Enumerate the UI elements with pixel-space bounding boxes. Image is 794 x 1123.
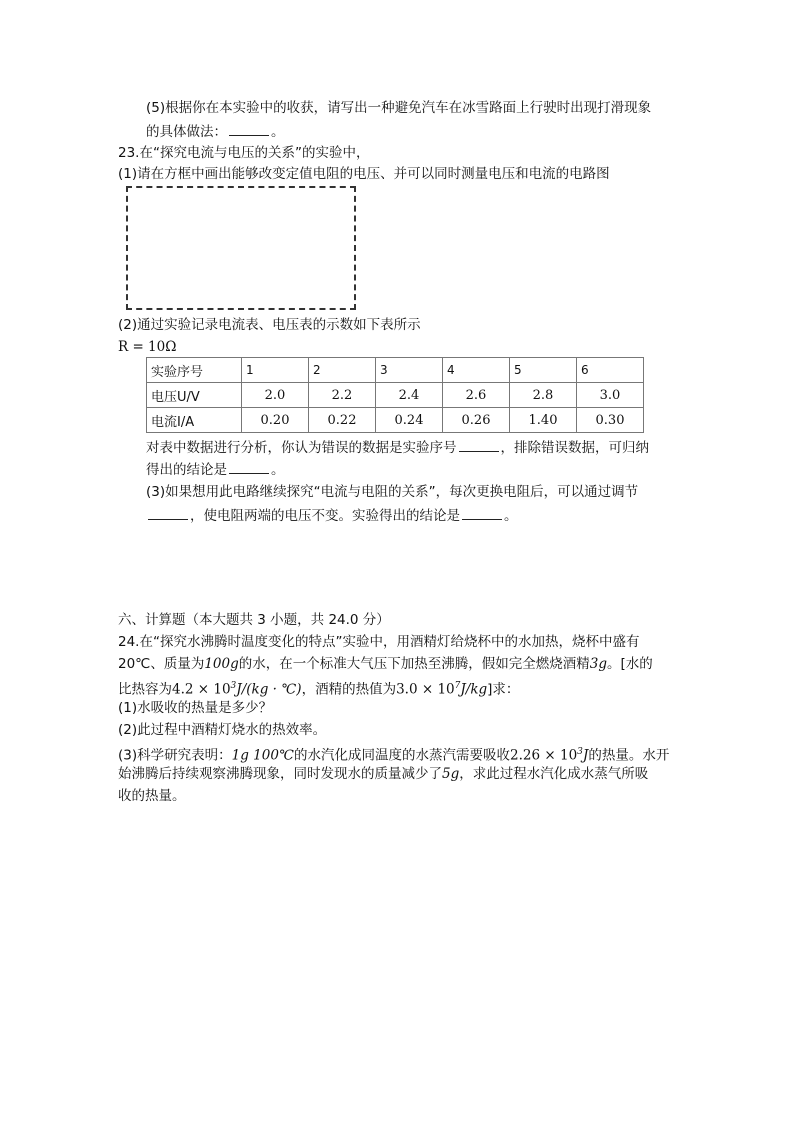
- answer-blank[interactable]: [148, 505, 188, 520]
- q24-text: 的水汽化成同温度的水蒸汽需要吸收: [294, 747, 511, 764]
- heat-value: 3.0 × 10: [396, 681, 455, 698]
- q24-text: 的水，在一个标准大气压下加热至沸腾，假如完全燃烧酒精: [238, 656, 590, 672]
- analysis-text: ，排除错误数据，可归纳: [500, 440, 649, 456]
- q23-part3-line2: [146, 505, 518, 526]
- q24-text: 的热量。水开: [588, 747, 670, 764]
- table-cell: 2.6: [443, 383, 510, 408]
- table-cell: 0.20: [242, 408, 309, 433]
- q24-text: ]求：: [487, 681, 520, 698]
- q23-part2: (2)通过实验记录电流表、电压表的示数如下表所示: [118, 317, 421, 333]
- exponent: 3: [577, 747, 583, 757]
- table-cell: 0.22: [309, 408, 376, 433]
- table-cell: 0.24: [376, 408, 443, 433]
- q23-part3-line1: (3)如果想用此电路继续探究“电流与电阻的关系”，每次更换电阻后，可以通过调节: [146, 484, 639, 500]
- answer-blank[interactable]: [229, 459, 269, 474]
- part3-text: ，使电阻两端的电压不变。实验得出的结论是: [190, 508, 460, 524]
- table-cell: 1: [242, 358, 309, 383]
- unit: J/kg: [460, 681, 488, 698]
- q22-part5-prompt: 的具体做法：: [146, 124, 227, 140]
- q24-sub3-line3: 收的热量。: [118, 788, 186, 804]
- table-header-cell: 电压U/V: [147, 383, 242, 408]
- resistance-value: R = 10Ω: [118, 339, 177, 355]
- q24-text: 。[水的: [607, 656, 653, 672]
- q24-sub2: (2)此过程中酒精灯烧水的热效率。: [118, 722, 327, 738]
- analysis-text: 对表中数据进行分析，你认为错误的数据是实验序号: [146, 440, 457, 456]
- q23-part1: (1)请在方框中画出能够改变定值电阻的电压、并可以同时测量电压和电流的电路图: [118, 166, 610, 182]
- alcohol-mass-value: 3g: [589, 656, 607, 672]
- q24-text: ，酒精的热值为: [301, 681, 397, 698]
- q24-text: (3)科学研究表明：: [118, 747, 232, 764]
- answer-blank[interactable]: [462, 505, 502, 520]
- table-cell: 3.0: [577, 383, 644, 408]
- circuit-drawing-box[interactable]: [126, 186, 356, 310]
- table-cell: 2: [309, 358, 376, 383]
- answer-blank[interactable]: [229, 121, 269, 136]
- table-row: [147, 383, 644, 408]
- table-cell: 0.26: [443, 408, 510, 433]
- mass-value: 100g: [204, 656, 239, 672]
- latent-heat-value: 2.26 × 10: [510, 747, 578, 764]
- q24-sub3-line2: [118, 764, 648, 784]
- q24-sub3-line1: [118, 742, 669, 766]
- q22-part5-line2: [146, 121, 285, 142]
- mass-temp-value: 1g 100℃: [231, 747, 295, 764]
- q22-part5-end: 。: [271, 124, 285, 140]
- q24-text: 20℃、质量为: [118, 656, 205, 672]
- table-cell: 4: [443, 358, 510, 383]
- table-cell: 2.2: [309, 383, 376, 408]
- table-cell: 3: [376, 358, 443, 383]
- exponent: 3: [230, 681, 237, 691]
- q24-line3: [118, 676, 519, 700]
- q23-analysis-line2: [146, 459, 285, 480]
- table-header-cell: 实验序号: [147, 358, 242, 383]
- q24-sub1: (1)水吸收的热量是多少？: [118, 700, 273, 716]
- q23-analysis-line1: [146, 437, 649, 458]
- q24-text: 始沸腾后持续观察沸腾现象，同时发现水的质量减少了: [118, 766, 442, 782]
- q22-part5-line1: (5)根据你在本实验中的收获，请写出一种避免汽车在冰雪路面上行驶时出现打滑现象: [146, 100, 652, 116]
- table-cell: 0.30: [577, 408, 644, 433]
- answer-blank[interactable]: [459, 437, 499, 452]
- q24-text: 比热容为: [118, 681, 172, 698]
- analysis-text: 。: [271, 462, 285, 478]
- table-cell: 5: [510, 358, 577, 383]
- q23-title: 23.在“探究电流与电压的关系”的实验中，: [118, 145, 370, 161]
- q24-line2: [118, 654, 653, 674]
- table-cell: 2.8: [510, 383, 577, 408]
- specific-heat-value: 4.2 × 10: [172, 681, 231, 698]
- q24-text: ，求此过程水汽化成水蒸气所吸: [459, 766, 649, 782]
- experiment-data-table: [146, 357, 644, 433]
- analysis-text: 得出的结论是: [146, 462, 227, 478]
- table-cell: 1.40: [510, 408, 577, 433]
- exponent: 7: [454, 681, 461, 691]
- table-row: [147, 358, 644, 383]
- table-cell: 2.0: [242, 383, 309, 408]
- unit: J/(kg · ℃): [236, 681, 302, 698]
- table-cell: 2.4: [376, 383, 443, 408]
- section-heading: 六、计算题（本大题共 3 小题，共 24.0 分）: [118, 612, 390, 628]
- table-row: [147, 408, 644, 433]
- unit: J: [582, 747, 589, 764]
- q24-line1: 24.在“探究水沸腾时温度变化的特点”实验中，用酒精灯给烧杯中的水加热，烧杯中盛有: [118, 634, 640, 650]
- part3-text: 。: [504, 508, 518, 524]
- table-header-cell: 电流I/A: [147, 408, 242, 433]
- table-cell: 6: [577, 358, 644, 383]
- mass-value: 5g: [442, 766, 460, 782]
